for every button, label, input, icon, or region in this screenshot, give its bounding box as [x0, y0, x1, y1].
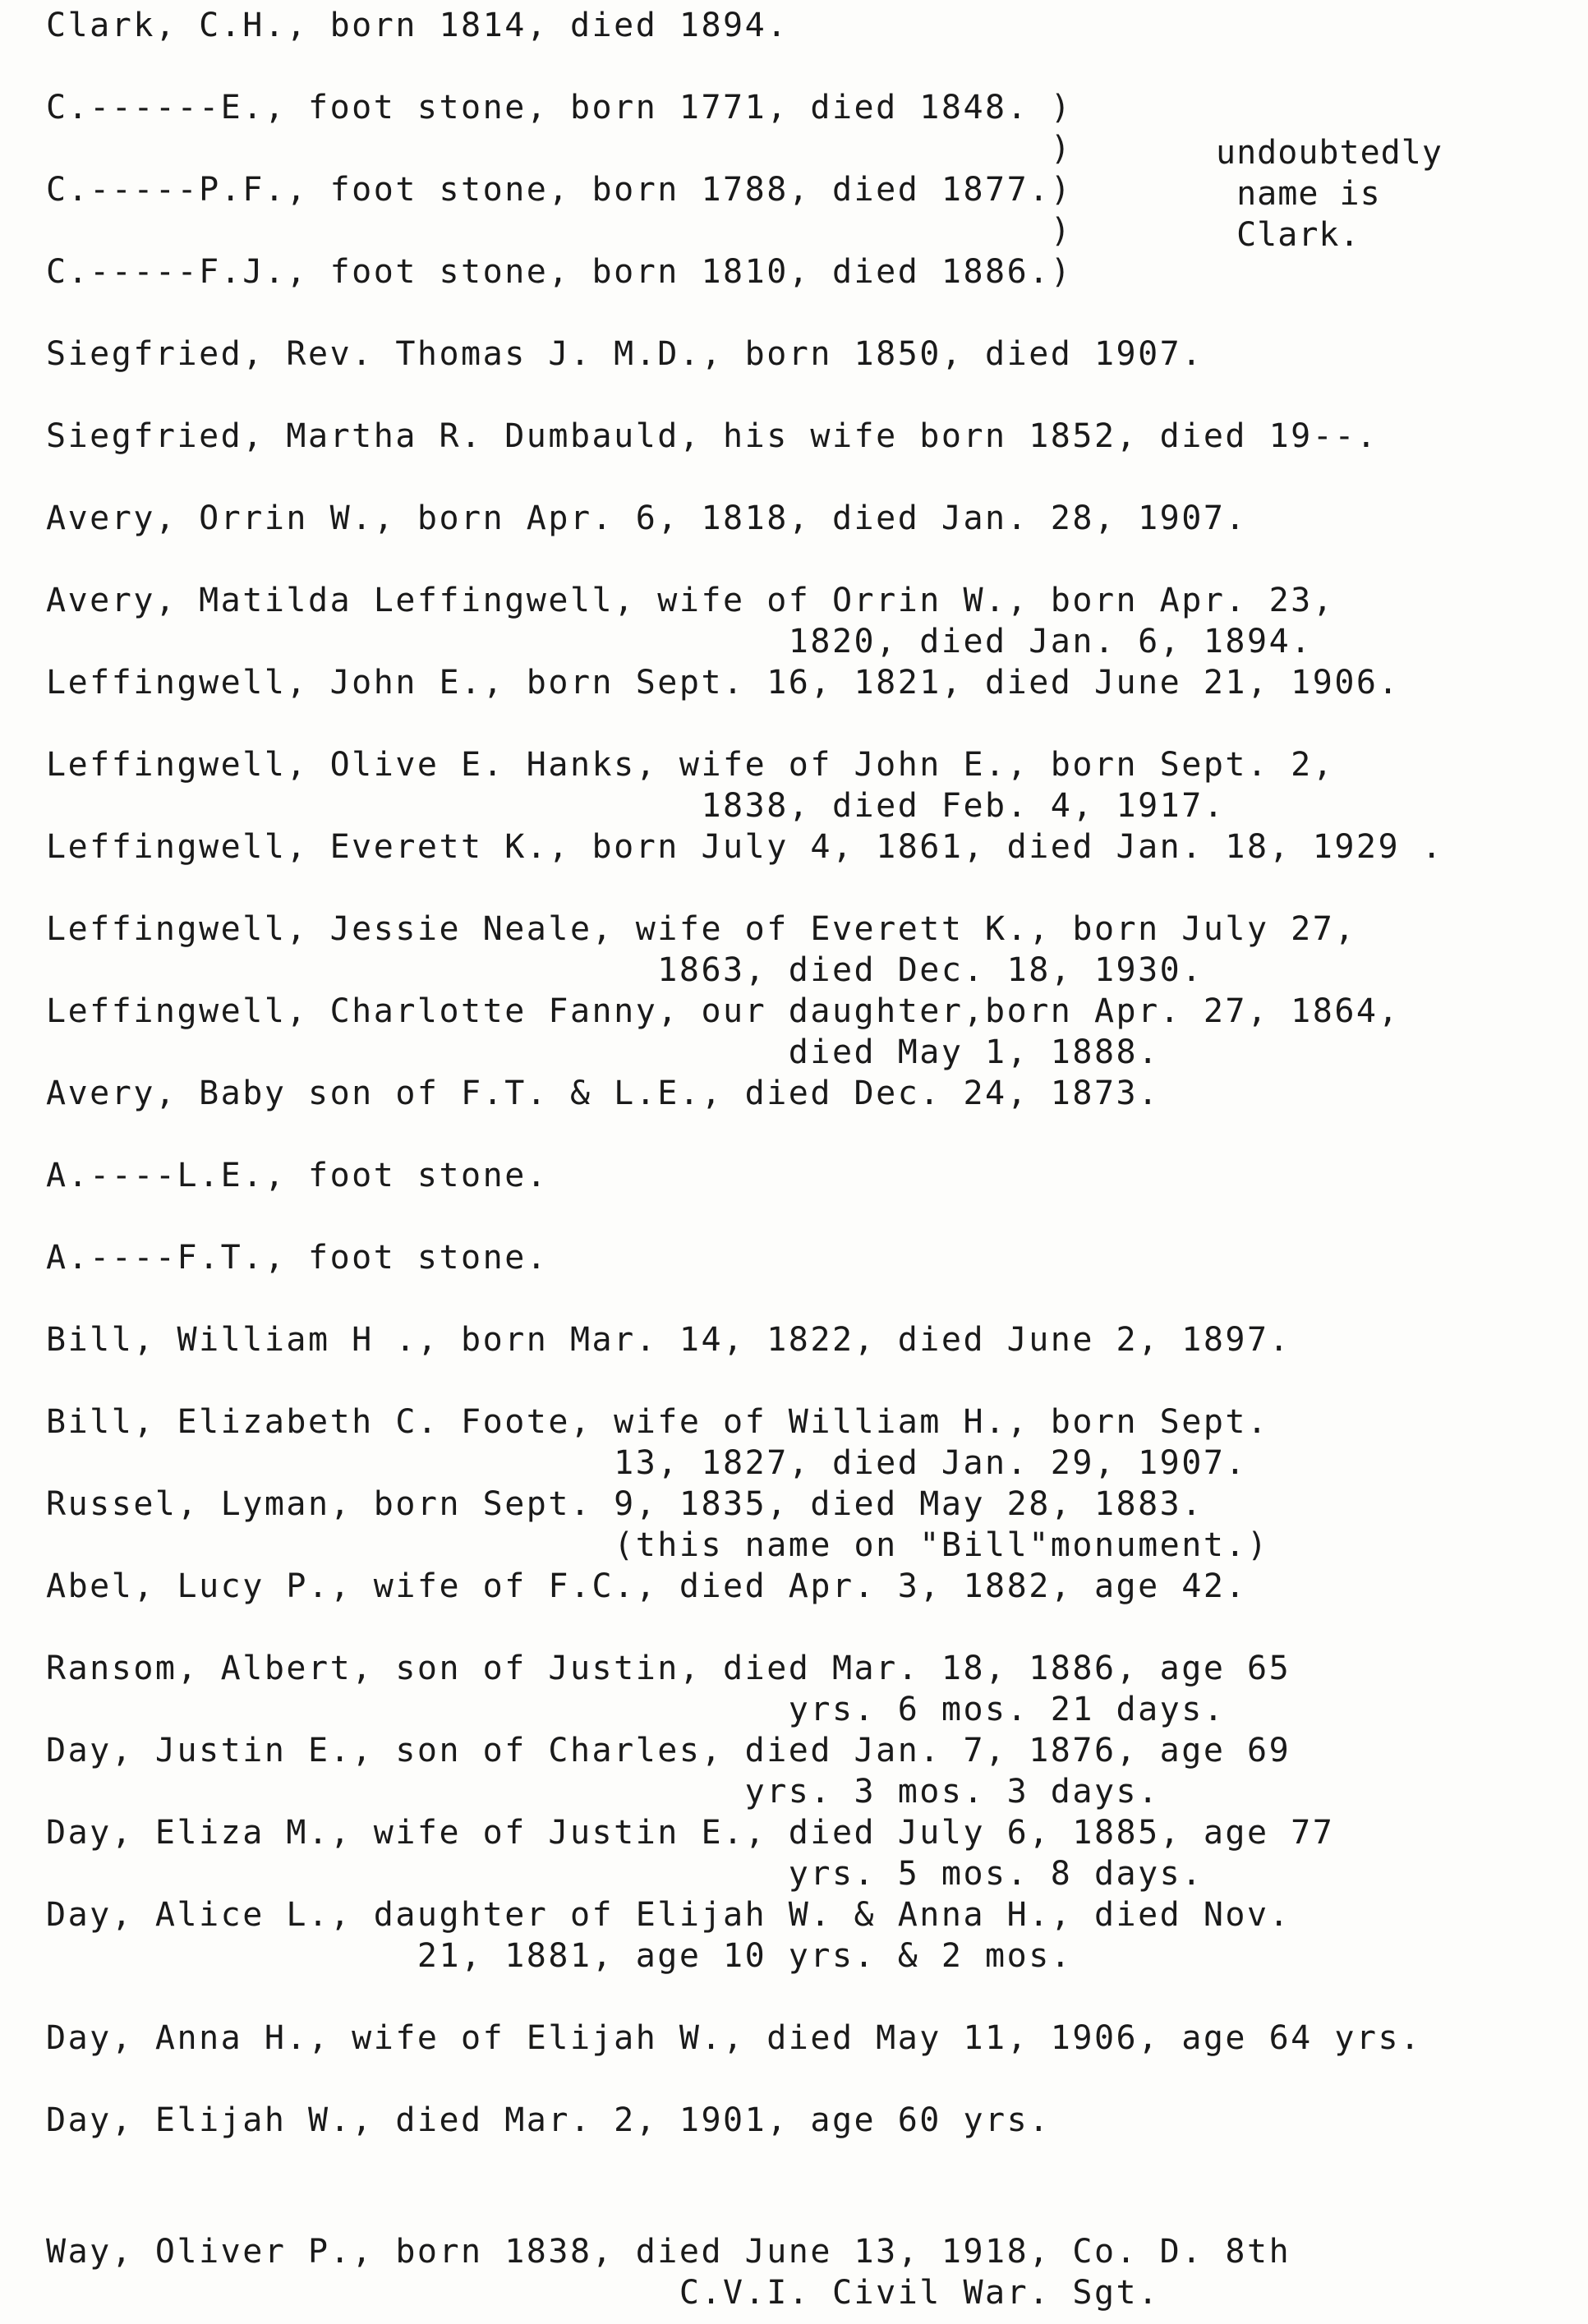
record-line: Bill, Elizabeth C. Foote, wife of William H., born Sept.: [46, 1403, 1269, 1441]
record-line: Leffingwell, John E., born Sept. 16, 1821, died June 21, 1906.: [46, 664, 1401, 702]
record-line: Day, Justin E., son of Charles, died Jan. 7, 1876, age 69: [46, 1732, 1291, 1769]
record-line: Day, Alice L., daughter of Elijah W. & Anna H., died Nov.: [46, 1896, 1291, 1934]
margin-note-line: name is: [1216, 175, 1381, 213]
record-line: yrs. 3 mos. 3 days.: [46, 1773, 1160, 1811]
record-line: A.----F.T., foot stone.: [46, 1239, 549, 1277]
record-line: Clark, C.H., born 1814, died 1894.: [46, 7, 789, 44]
record-line: ): [46, 130, 1073, 168]
record-line: C.------E., foot stone, born 1771, died 1848. ): [46, 89, 1073, 127]
record-line: C.-----F.J., foot stone, born 1810, died 1886.): [46, 253, 1073, 291]
margin-note-line: Clark.: [1216, 216, 1360, 254]
record-line: Day, Eliza M., wife of Justin E., died July 6, 1885, age 77: [46, 1814, 1335, 1852]
record-line: Leffingwell, Jessie Neale, wife of Everett K., born July 27,: [46, 910, 1356, 948]
record-line: Siegfried, Martha R. Dumbauld, his wife born 1852, died 19--.: [46, 417, 1379, 455]
record-line: C.-----P.F., foot stone, born 1788, died 1877.): [46, 171, 1073, 209]
record-line: died May 1, 1888.: [46, 1033, 1160, 1071]
record-line: yrs. 5 mos. 8 days.: [46, 1855, 1204, 1893]
record-line: Abel, Lucy P., wife of F.C., died Apr. 3, 1882, age 42.: [46, 1567, 1248, 1605]
record-line: C.V.I. Civil War. Sgt.: [46, 2274, 1160, 2312]
record-line: yrs. 6 mos. 21 days.: [46, 1691, 1226, 1728]
record-line: Siegfried, Rev. Thomas J. M.D., born 1850, died 1907.: [46, 335, 1204, 373]
record-line: 21, 1881, age 10 yrs. & 2 mos.: [46, 1937, 1073, 1975]
record-line: 1820, died Jan. 6, 1894.: [46, 623, 1313, 660]
record-line: Day, Anna H., wife of Elijah W., died May 11, 1906, age 64 yrs.: [46, 2019, 1422, 2057]
record-line: Ransom, Albert, son of Justin, died Mar. 18, 1886, age 65: [46, 1650, 1291, 1687]
record-line: Bill, William H ., born Mar. 14, 1822, died June 2, 1897.: [46, 1321, 1291, 1359]
record-line: Russel, Lyman, born Sept. 9, 1835, died May 28, 1883.: [46, 1485, 1204, 1523]
record-line: Leffingwell, Everett K., born July 4, 1861, died Jan. 18, 1929 .: [46, 828, 1444, 866]
record-line: 1863, died Dec. 18, 1930.: [46, 951, 1204, 989]
record-line: A.----L.E., foot stone.: [46, 1157, 549, 1194]
record-line: (this name on "Bill"monument.): [46, 1526, 1269, 1564]
record-line: Leffingwell, Olive E. Hanks, wife of John E., born Sept. 2,: [46, 746, 1335, 784]
record-line: Way, Oliver P., born 1838, died June 13, 1918, Co. D. 8th: [46, 2233, 1291, 2271]
record-line: Leffingwell, Charlotte Fanny, our daughter,born Apr. 27, 1864,: [46, 992, 1401, 1030]
record-line: Day, Elijah W., died Mar. 2, 1901, age 60 yrs.: [46, 2101, 1051, 2139]
record-line: Avery, Orrin W., born Apr. 6, 1818, died Jan. 28, 1907.: [46, 499, 1248, 537]
record-line: Avery, Matilda Leffingwell, wife of Orrin W., born Apr. 23,: [46, 582, 1335, 619]
record-line: ): [46, 212, 1073, 250]
margin-note-line: undoubtedly: [1216, 134, 1443, 172]
record-line: Avery, Baby son of F.T. & L.E., died Dec. 24, 1873.: [46, 1075, 1160, 1112]
record-line: 1838, died Feb. 4, 1917.: [46, 787, 1226, 825]
record-line: 13, 1827, died Jan. 29, 1907.: [46, 1444, 1248, 1482]
